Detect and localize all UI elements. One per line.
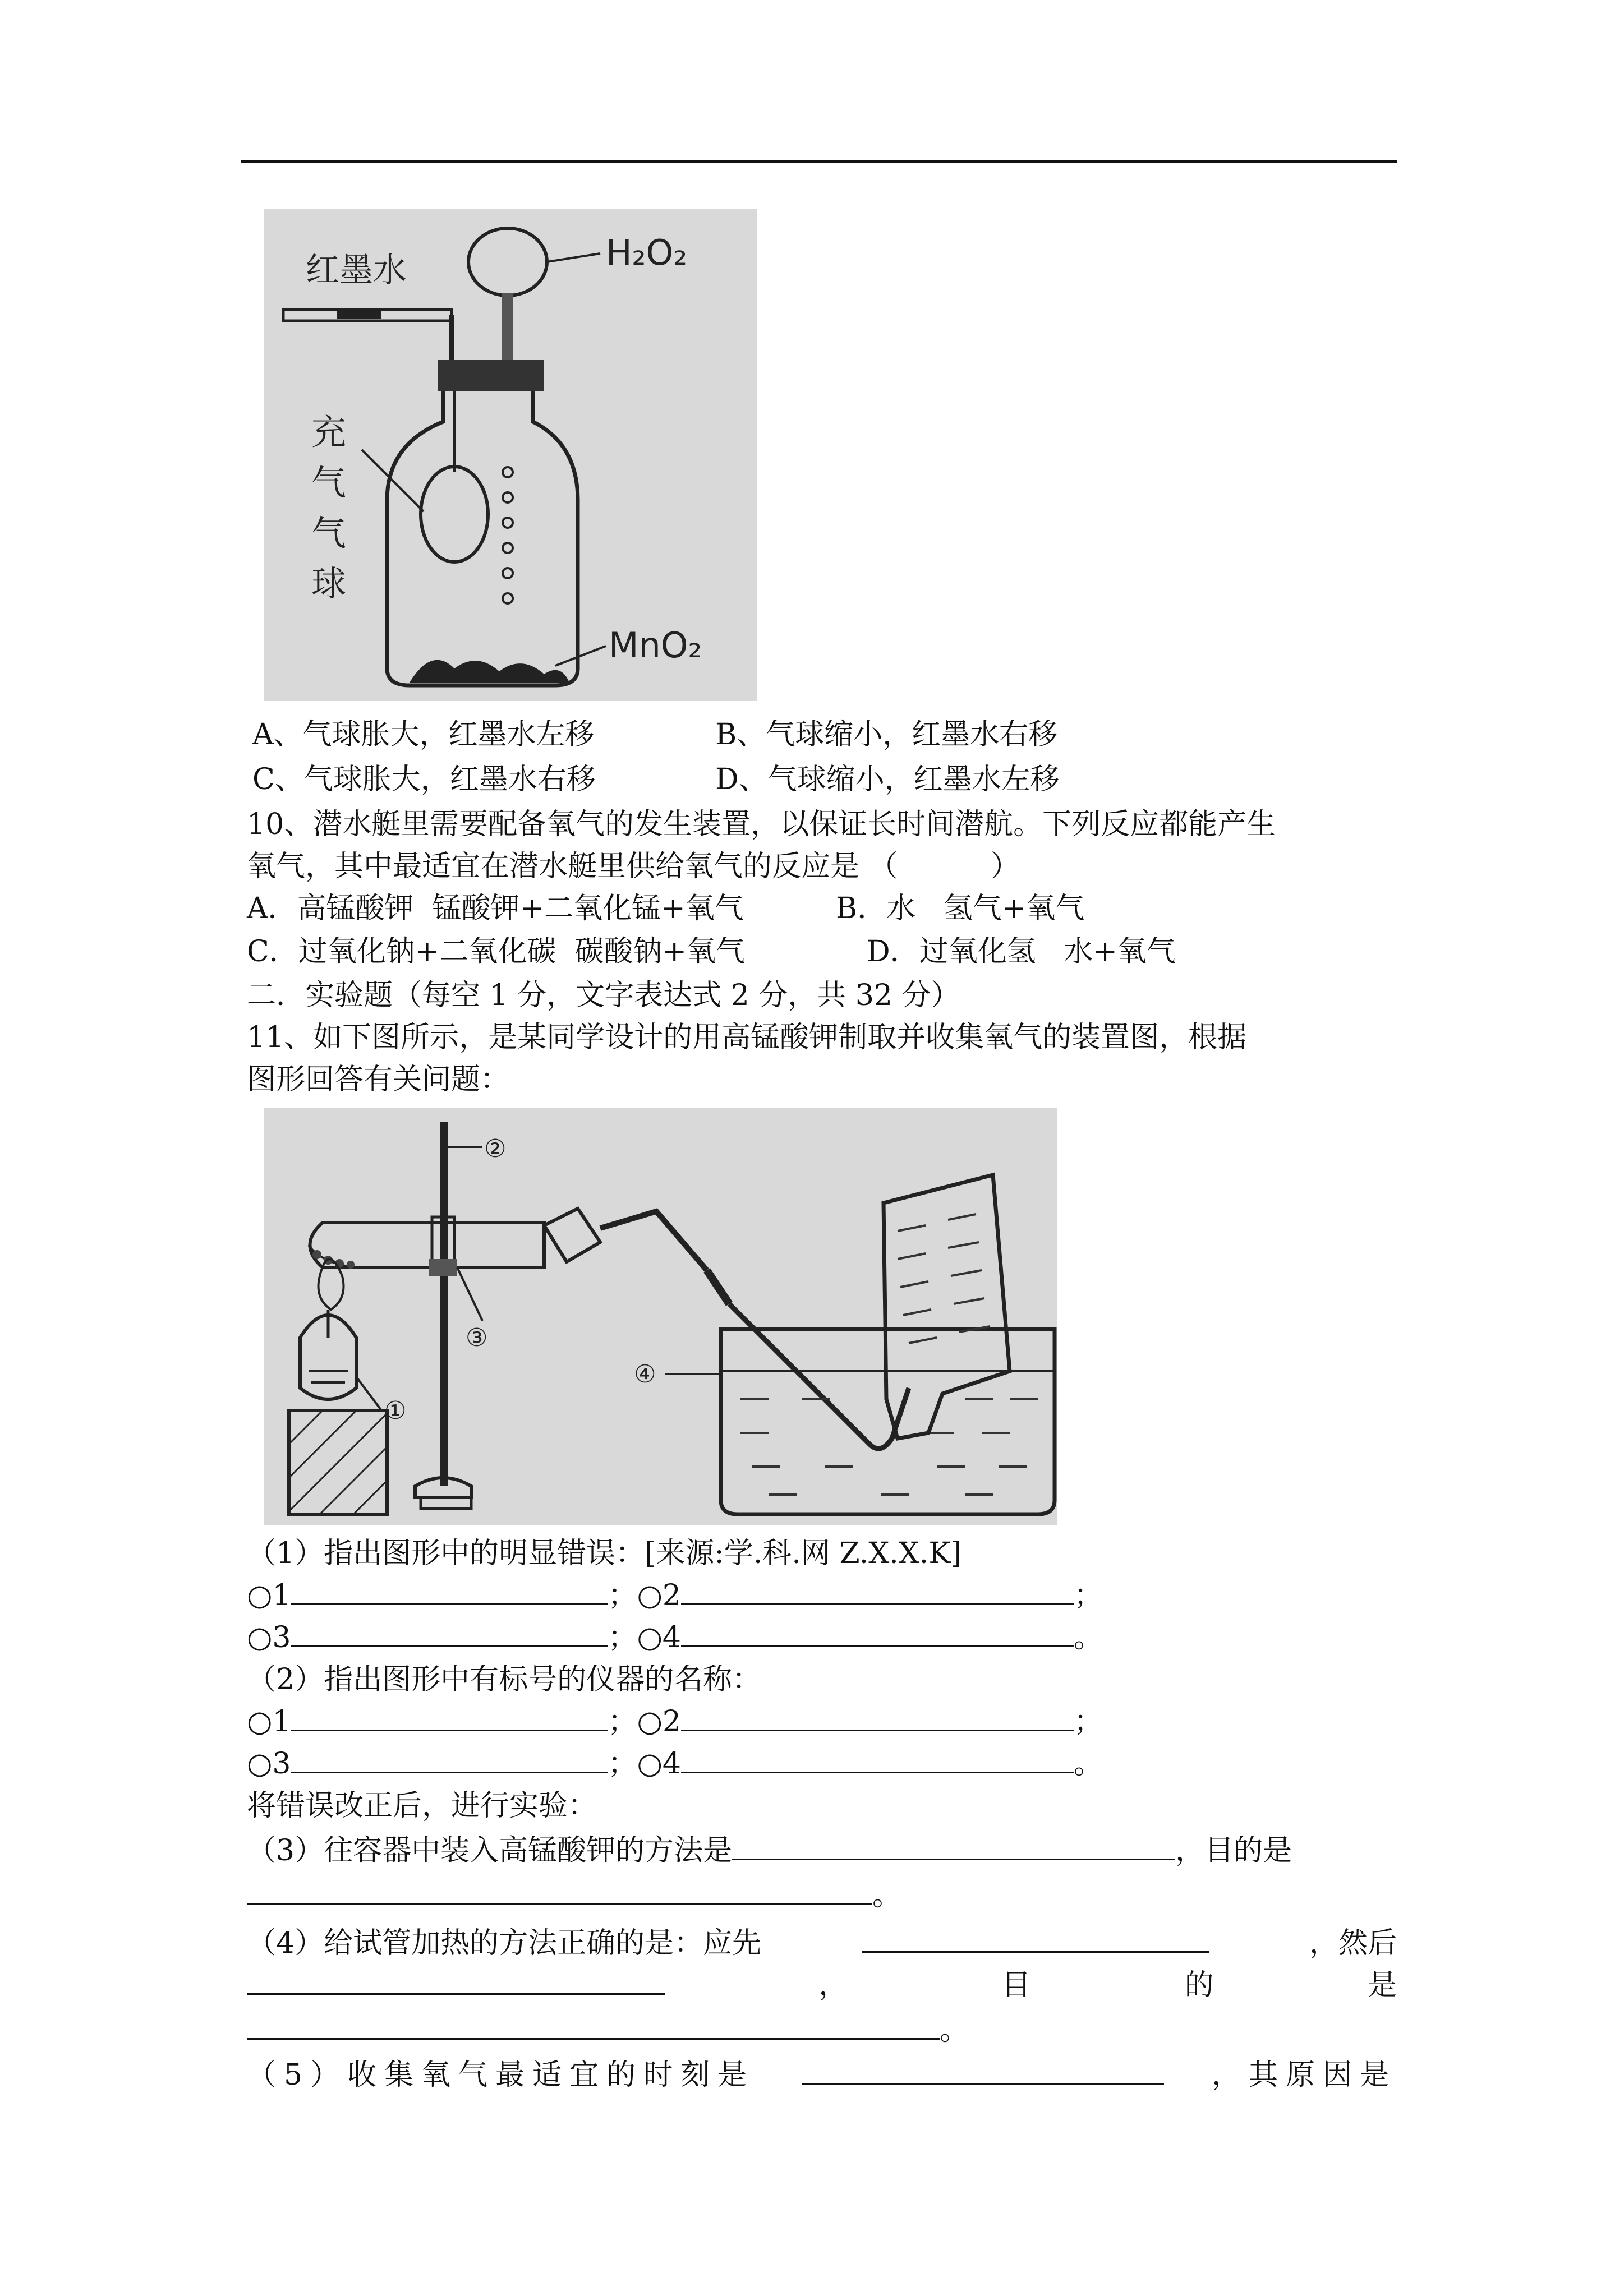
p1-row2 <box>247 1615 1103 1660</box>
mno2-pile <box>410 660 569 683</box>
mark-2: ② <box>484 1135 507 1163</box>
p1-semi1: ； <box>608 1579 637 1612</box>
p5-blank1[interactable] <box>802 2054 1164 2085</box>
p5-text-b: ，其原因是 <box>1211 2058 1397 2092</box>
p5-row1 <box>247 2053 1397 2097</box>
p4-text-b: ，然后 <box>1309 1926 1397 1960</box>
p2-num1: ○1 <box>247 1705 291 1739</box>
p3-period: 。 <box>872 1879 902 1912</box>
q10-option-a: A．高锰酸钾 锰酸钾+二氧化锰+氧气 <box>247 892 744 925</box>
p4-period: 。 <box>940 2013 969 2047</box>
header-rule <box>241 160 1397 163</box>
p4-row2 <box>247 1963 1397 2008</box>
balloon <box>421 467 488 562</box>
label-balloon-4: 球 <box>311 563 347 604</box>
label-h2o2: H₂O₂ <box>606 232 688 273</box>
p1-blank1[interactable] <box>291 1574 608 1605</box>
label-balloon-2: 气 <box>311 462 347 503</box>
p2-num3: ○3 <box>247 1747 291 1781</box>
p2-semi2: ； <box>1073 1705 1103 1739</box>
p4-blank2[interactable] <box>247 1964 665 1995</box>
q9-option-a: A、气球胀大，红墨水左移 <box>252 718 595 751</box>
p2-period: 。 <box>1073 1747 1103 1781</box>
p2-row1 <box>247 1699 1103 1744</box>
p1-num4: ○4 <box>637 1621 681 1654</box>
p2-num4: ○4 <box>637 1747 681 1781</box>
test-tube <box>310 1223 545 1267</box>
p1-row1 <box>247 1573 1103 1618</box>
q10-option-c: C．过氧化钠+二氧化碳 碳酸钠+氧气 <box>247 935 745 969</box>
p2-num2: ○2 <box>637 1705 681 1739</box>
section2-title: 二．实验题（每空 1 分，文字表达式 2 分，共 32 分） <box>247 979 960 1012</box>
p1-title: （1）指出图形中的明显错误：[来源:学.科.网 Z.X.X.K] <box>247 1537 962 1570</box>
q11-line2: 图形回答有关问题： <box>247 1063 510 1096</box>
p3-blank2[interactable] <box>247 1874 872 1905</box>
mark-3: ③ <box>466 1324 488 1352</box>
water-trough <box>721 1329 1055 1514</box>
p2-semi1: ； <box>608 1705 637 1739</box>
q10-option-b: B．水 氢气+氧气 <box>836 892 1085 925</box>
p1-num3: ○3 <box>247 1621 291 1654</box>
p2-blank3[interactable] <box>291 1742 608 1773</box>
mark-4: ④ <box>634 1360 656 1389</box>
p1-period: 。 <box>1073 1621 1103 1654</box>
p3-text-b: ，目的是 <box>1175 1834 1292 1868</box>
q9-option-d: D、气球缩小，红墨水左移 <box>715 763 1060 796</box>
p2-title: （2）指出图形中有标号的仪器的名称： <box>247 1663 762 1696</box>
p3-text-a: （3）往容器中装入高锰酸钾的方法是 <box>247 1834 733 1868</box>
p4-text-a: （4）给试管加热的方法正确的是：应先 <box>247 1926 762 1960</box>
drops <box>503 467 513 603</box>
p1-semi2: ； <box>1073 1579 1103 1612</box>
q11-line1: 11、如下图所示，是某同学设计的用高锰酸钾制取并收集氧气的装置图，根据 <box>247 1021 1247 1054</box>
p1-blank2[interactable] <box>681 1574 1074 1605</box>
iron-stand-rod <box>440 1122 448 1486</box>
p4-c2: 目 <box>1001 1968 1031 2002</box>
p5-text-a: （5）收集氧气最适宜的时刻是 <box>247 2058 755 2092</box>
p2-semi3: ； <box>608 1747 637 1781</box>
p4-c3: 的 <box>1184 1968 1214 2002</box>
q10-line2: 氧气，其中最适宜在潜水艇里供给氧气的反应是 （ ） <box>247 850 1020 883</box>
q10-line1: 10、潜水艇里需要配备氧气的发生装置，以保证长时间潜航。下列反应都能产生 <box>247 808 1276 841</box>
p2-blank1[interactable] <box>291 1700 608 1731</box>
p2-row2 <box>247 1741 1103 1786</box>
oxygen-apparatus-drawing <box>264 1108 1057 1525</box>
p1-semi3: ； <box>608 1621 637 1654</box>
q9-option-c: C、气球胀大，红墨水右移 <box>252 763 596 796</box>
label-balloon-3: 气 <box>311 513 347 554</box>
red-ink-column <box>337 311 381 319</box>
q9-option-b: B、气球缩小，红墨水右移 <box>715 718 1058 751</box>
p4-c1: ， <box>818 1968 848 2002</box>
p2-blank2[interactable] <box>681 1700 1074 1731</box>
figure-oxygen-apparatus <box>264 1108 1057 1525</box>
p1-num2: ○2 <box>637 1579 681 1612</box>
stopper <box>544 1209 600 1262</box>
p1-blank4[interactable] <box>681 1616 1074 1647</box>
apparatus-drawing <box>264 209 757 701</box>
label-mno2: MnO₂ <box>609 625 702 666</box>
label-red-ink: 红墨水 <box>306 251 407 290</box>
q10-option-d: D．过氧化氢 水+氧气 <box>867 935 1176 969</box>
delivery-tube <box>729 1304 909 1449</box>
p3-row2 <box>247 1873 901 1918</box>
label-balloon-1: 充 <box>311 412 347 453</box>
stopper <box>438 360 544 391</box>
p3-blank1[interactable] <box>732 1829 1175 1860</box>
p3-row1 <box>247 1828 1292 1873</box>
after-fix: 将错误改正后，进行实验： <box>247 1789 597 1823</box>
p1-blank3[interactable] <box>291 1616 608 1647</box>
p4-row3 <box>247 2008 969 2053</box>
mark-1: ① <box>384 1396 407 1425</box>
p4-blank1[interactable] <box>862 1922 1209 1953</box>
p4-blank3[interactable] <box>247 2009 940 2040</box>
p4-row1 <box>247 1921 1397 1966</box>
p1-num1: ○1 <box>247 1579 291 1612</box>
funnel-bulb <box>468 228 547 296</box>
p4-c4: 是 <box>1367 1968 1397 2002</box>
figure-h2o2-apparatus <box>264 209 757 701</box>
p2-blank4[interactable] <box>681 1742 1074 1773</box>
